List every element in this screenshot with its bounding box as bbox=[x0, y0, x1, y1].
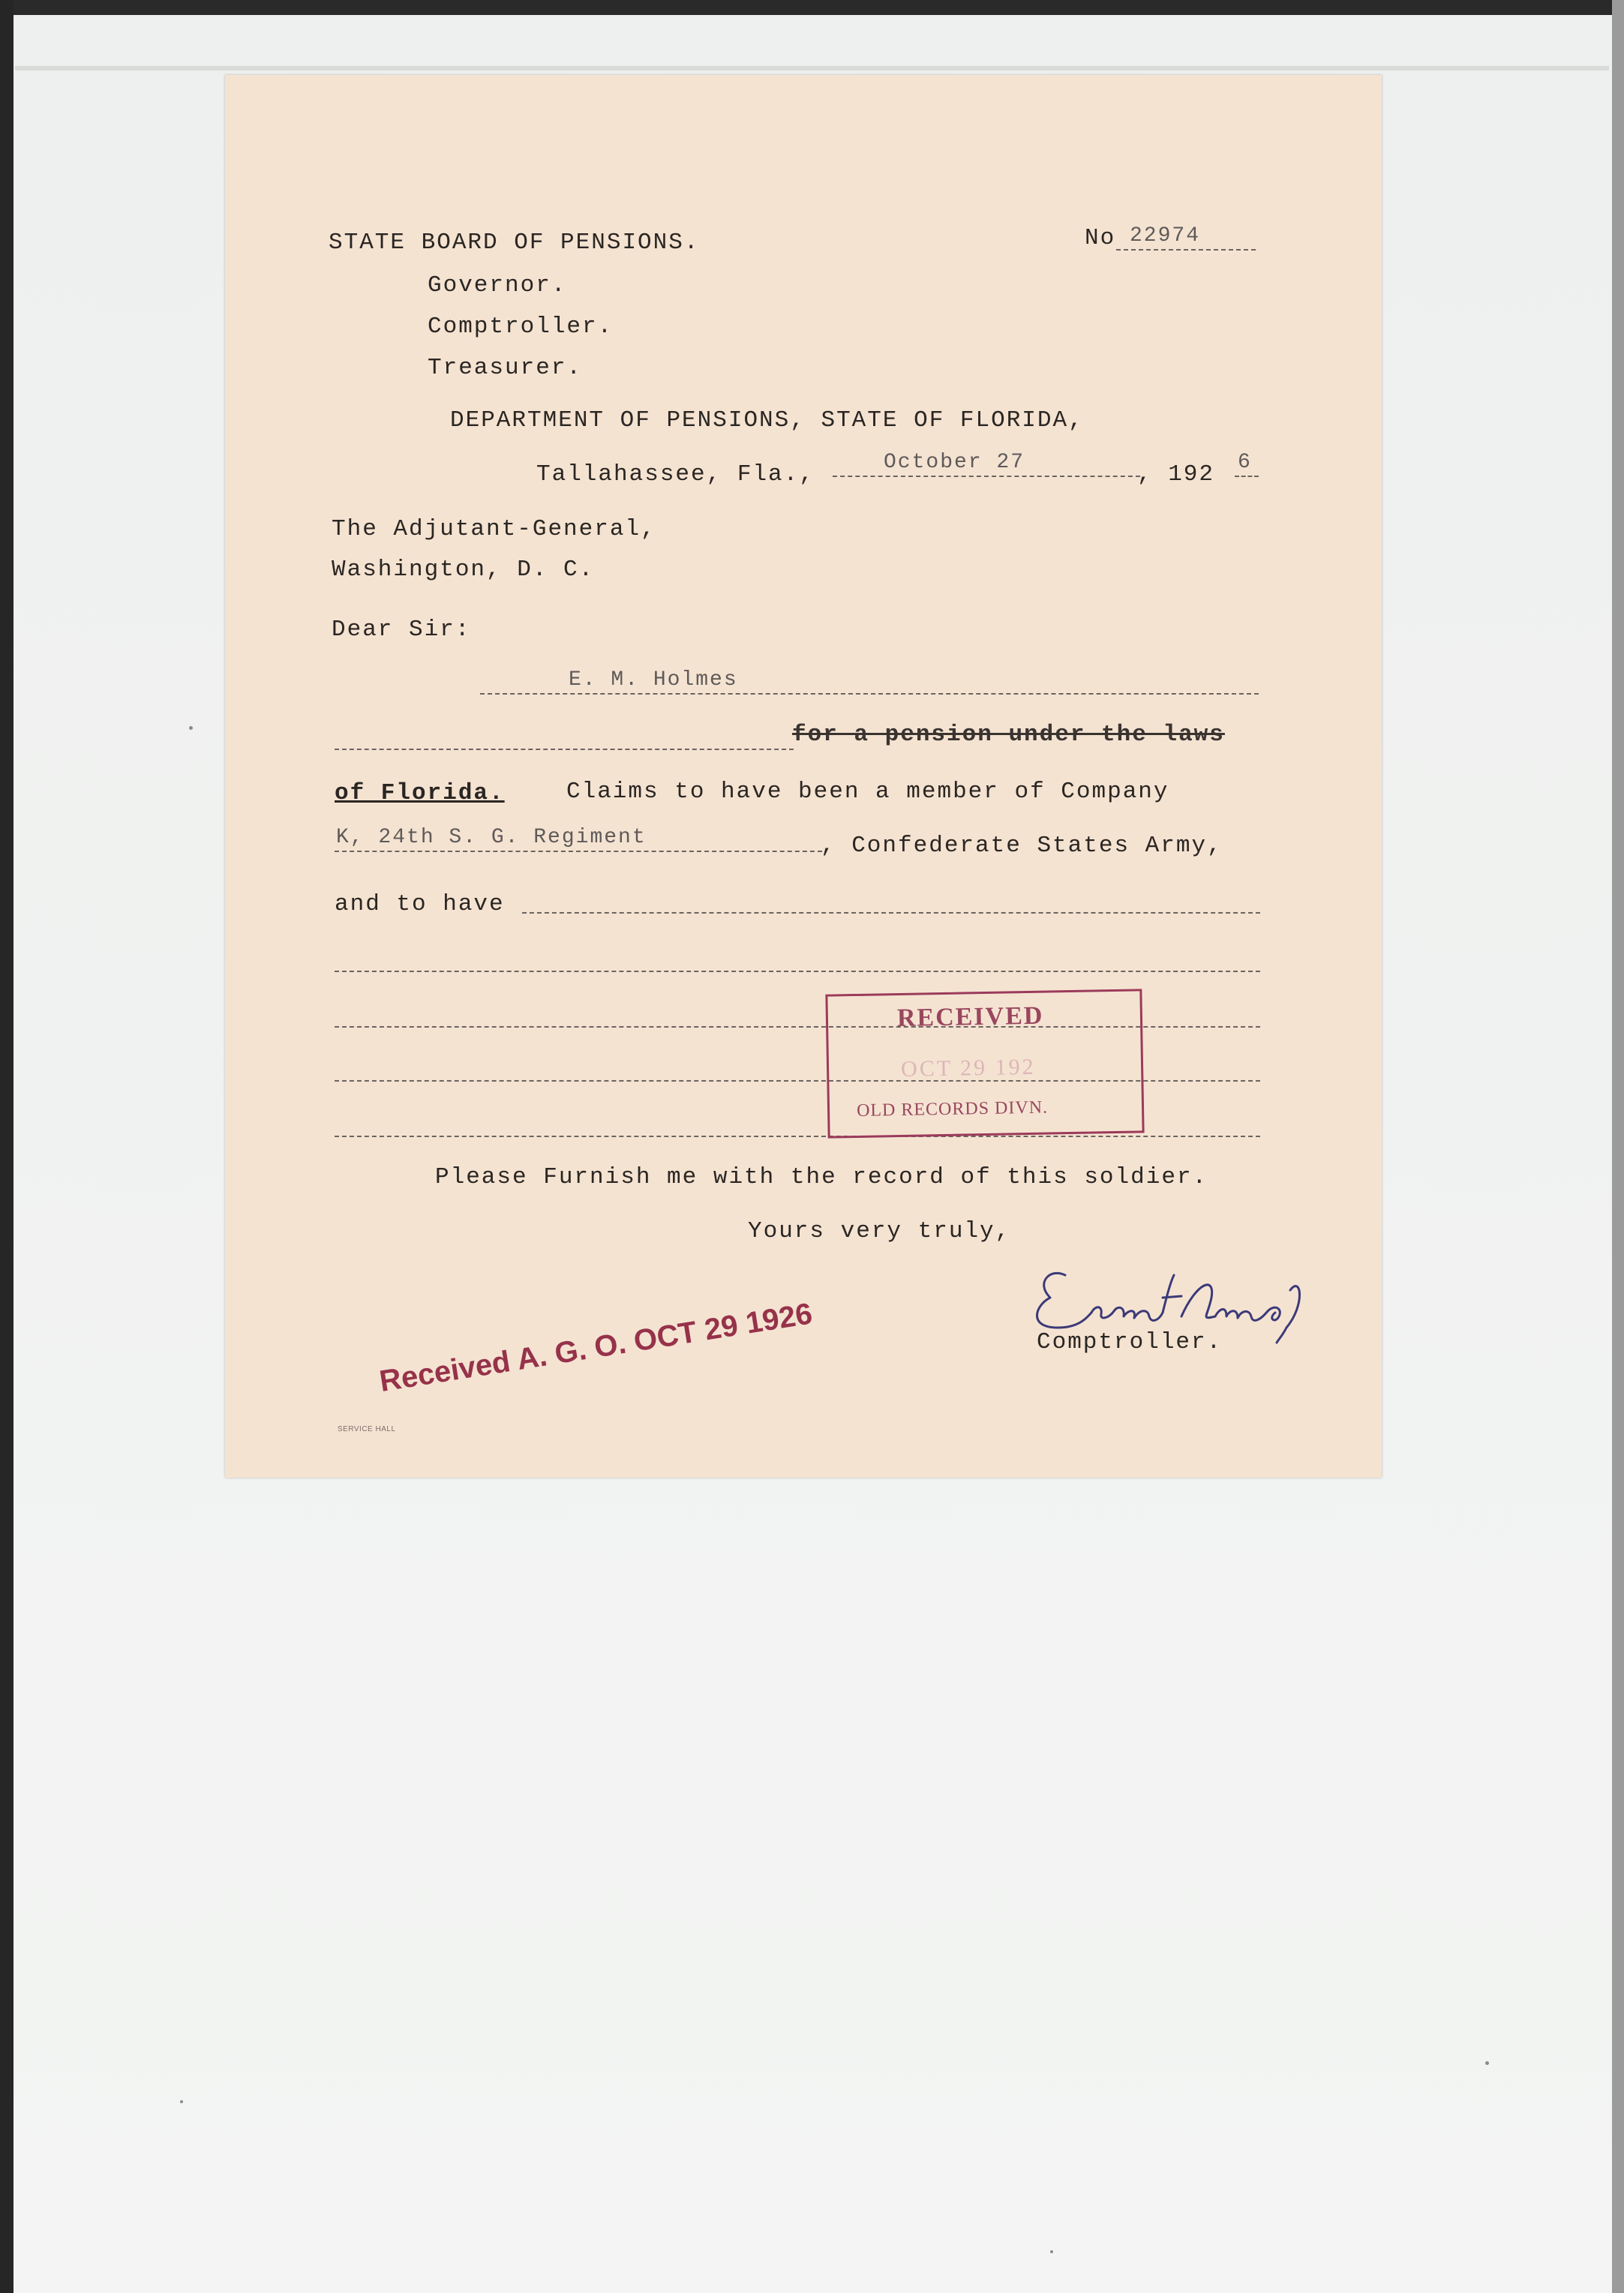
florida-text: of Florida. bbox=[335, 780, 505, 806]
army-text: , Confederate States Army, bbox=[821, 833, 1223, 859]
member-treasurer: Treasurer. bbox=[428, 355, 583, 381]
valediction: Yours very truly, bbox=[748, 1218, 1011, 1244]
year-field bbox=[1235, 450, 1259, 477]
department-heading: DEPARTMENT OF PENSIONS, STATE OF FLORIDA, bbox=[450, 407, 1084, 434]
have-text: and to have bbox=[335, 891, 505, 917]
member-governor: Governor. bbox=[428, 272, 567, 299]
dust-speck bbox=[189, 726, 193, 730]
have-field bbox=[522, 887, 1260, 914]
received-stamp-division: OLD RECORDS DIVN. bbox=[856, 1097, 1049, 1121]
claims-text: Claims to have been a member of Company bbox=[566, 779, 1169, 805]
blank-line-b bbox=[335, 945, 1260, 972]
ago-received-stamp: Received A. G. O. OCT 29 1926 bbox=[377, 1297, 815, 1399]
name-value: E. M. Holmes bbox=[569, 668, 738, 692]
sleeve-line bbox=[15, 66, 1609, 71]
scan-right-edge bbox=[1612, 0, 1624, 2293]
dust-speck bbox=[1050, 2250, 1053, 2253]
received-stamp-line1: RECEIVED bbox=[896, 1001, 1044, 1033]
scan-top-edge bbox=[0, 0, 1624, 15]
pension-letter bbox=[225, 75, 1382, 1478]
blank-line-a bbox=[335, 723, 794, 750]
number-field bbox=[1116, 224, 1256, 251]
salutation: Dear Sir: bbox=[332, 617, 471, 643]
applied-text: for a pension under the laws bbox=[792, 722, 1225, 748]
dust-speck bbox=[180, 2100, 183, 2103]
company-field bbox=[335, 825, 822, 852]
recipient-line1: The Adjutant-General, bbox=[332, 516, 656, 542]
name-field bbox=[480, 668, 1259, 695]
request-text: Please Furnish me with the record of this soldier. bbox=[435, 1164, 1208, 1190]
scan-left-edge bbox=[0, 0, 14, 2293]
recipient-line2: Washington, D. C. bbox=[332, 557, 595, 583]
received-stamp-date: OCT 29 192 bbox=[900, 1054, 1036, 1082]
tiny-print: SERVICE HALL bbox=[338, 1425, 396, 1433]
date-value: October 27 bbox=[884, 451, 1025, 474]
number-value: 22974 bbox=[1130, 224, 1201, 248]
dust-speck bbox=[1485, 2061, 1489, 2065]
date-field bbox=[833, 450, 1140, 477]
comptroller-title: Comptroller. bbox=[1037, 1329, 1223, 1355]
company-value: K, 24th S. G. Regiment bbox=[336, 826, 647, 849]
member-comptroller: Comptroller. bbox=[428, 314, 614, 340]
received-stamp bbox=[825, 989, 1144, 1138]
year-prefix: , 192 bbox=[1137, 461, 1215, 488]
board-heading: STATE BOARD OF PENSIONS. bbox=[329, 230, 700, 256]
place-text: Tallahassee, Fla., bbox=[536, 461, 815, 488]
number-label: No bbox=[1085, 225, 1116, 251]
year-digit: 6 bbox=[1238, 451, 1252, 474]
